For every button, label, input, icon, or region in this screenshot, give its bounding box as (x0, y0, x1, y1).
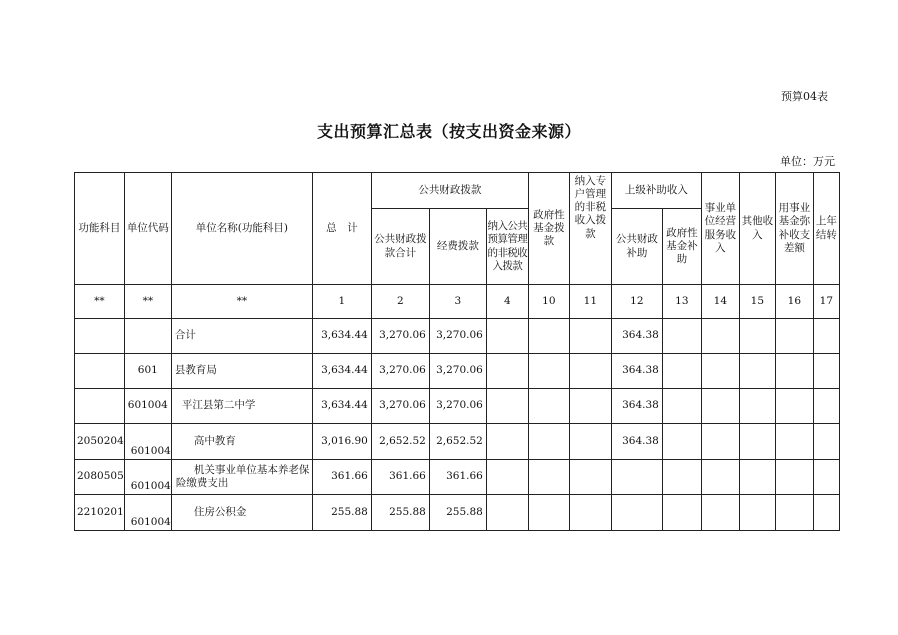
header-public-fiscal-total: 公共财政拨款合计 (371, 209, 429, 285)
index-cell: 1 (312, 285, 371, 319)
func-subject-cell (75, 354, 125, 389)
index-cell: ** (171, 285, 312, 319)
funding-cell: 3,270.06 (429, 319, 486, 354)
index-cell: 16 (775, 285, 813, 319)
empty-cell (528, 460, 569, 495)
func-subject-cell: 2050204 (75, 424, 125, 460)
empty-cell (775, 424, 813, 460)
public-fiscal-total-cell: 2,652.52 (371, 424, 429, 460)
header-public-fiscal: 公共财政拨款 (371, 173, 528, 209)
public-fiscal-total-cell: 255.88 (371, 495, 429, 531)
empty-cell (701, 319, 739, 354)
empty-cell (569, 424, 611, 460)
empty-cell (813, 424, 839, 460)
index-cell: 4 (486, 285, 528, 319)
empty-cell (528, 319, 569, 354)
header-special-nontax: 纳入专户管理的非税收入拨款 (569, 173, 611, 285)
total-cell: 3,634.44 (312, 319, 371, 354)
header-unit-name: 单位名称(功能科目) (171, 173, 312, 285)
empty-cell (486, 424, 528, 460)
empty-cell (569, 389, 611, 424)
empty-cell (775, 460, 813, 495)
empty-cell (739, 354, 775, 389)
empty-cell (739, 495, 775, 531)
form-number: 预算04表 (781, 90, 828, 103)
total-cell: 361.66 (312, 460, 371, 495)
empty-cell (739, 389, 775, 424)
empty-cell (528, 424, 569, 460)
funding-cell: 255.88 (429, 495, 486, 531)
unit-code-cell: 601004 (124, 460, 171, 495)
empty-cell (813, 389, 839, 424)
unit-label: 单位：万元 (780, 155, 835, 168)
public-fiscal-total-cell: 3,270.06 (371, 319, 429, 354)
empty-cell (813, 354, 839, 389)
header-reserve-cover: 用事业基金弥补收支差额 (775, 173, 813, 285)
funding-cell: 3,270.06 (429, 389, 486, 424)
empty-cell (701, 354, 739, 389)
empty-cell (775, 319, 813, 354)
index-cell: 15 (739, 285, 775, 319)
public-fiscal-total-cell: 3,270.06 (371, 354, 429, 389)
header-funding: 经费拨款 (429, 209, 486, 285)
funding-cell: 361.66 (429, 460, 486, 495)
header-unit-code: 单位代码 (124, 173, 171, 285)
empty-cell (662, 460, 701, 495)
page-title: 支出预算汇总表（按支出资金来源） (316, 122, 581, 141)
header-func-subject: 功能科目 (75, 173, 125, 285)
empty-cell (486, 319, 528, 354)
empty-cell (701, 424, 739, 460)
table-row (75, 460, 840, 495)
empty-cell (528, 495, 569, 531)
index-cell: 13 (662, 285, 701, 319)
empty-cell (739, 319, 775, 354)
header-gov-fund: 政府性基金拨款 (528, 173, 569, 285)
header-total: 总 计 (312, 173, 371, 285)
index-cell: 3 (429, 285, 486, 319)
empty-cell (486, 354, 528, 389)
index-cell: 17 (813, 285, 839, 319)
func-subject-cell (75, 389, 125, 424)
budget-table (74, 172, 840, 531)
unit-code-cell: 601004 (124, 389, 171, 424)
public-fiscal-subsidy-cell (611, 460, 662, 495)
empty-cell (813, 319, 839, 354)
unit-name-cell: 合计 (171, 319, 312, 354)
empty-cell (813, 460, 839, 495)
funding-cell: 3,270.06 (429, 354, 486, 389)
empty-cell (739, 424, 775, 460)
total-cell: 3,634.44 (312, 389, 371, 424)
func-subject-cell (75, 319, 125, 354)
func-subject-cell: 2080505 (75, 460, 125, 495)
total-cell: 3,634.44 (312, 354, 371, 389)
empty-cell (813, 495, 839, 531)
public-fiscal-subsidy-cell (611, 495, 662, 531)
empty-cell (528, 389, 569, 424)
total-cell: 255.88 (312, 495, 371, 531)
index-cell: 11 (569, 285, 611, 319)
public-fiscal-subsidy-cell: 364.38 (611, 354, 662, 389)
unit-code-cell: 601 (124, 354, 171, 389)
table-row (75, 354, 840, 389)
empty-cell (701, 460, 739, 495)
empty-cell (662, 319, 701, 354)
empty-cell (528, 354, 569, 389)
unit-code-cell (124, 319, 171, 354)
funding-cell: 2,652.52 (429, 424, 486, 460)
empty-cell (569, 354, 611, 389)
header-business-income: 事业单位经营服务收入 (701, 173, 739, 285)
empty-cell (701, 389, 739, 424)
header-carry-over: 上年结转 (813, 173, 839, 285)
header-superior-subsidy: 上级补助收入 (611, 173, 701, 209)
index-cell: ** (75, 285, 125, 319)
index-cell: 12 (611, 285, 662, 319)
table-row (75, 424, 840, 460)
empty-cell (569, 460, 611, 495)
index-cell: ** (124, 285, 171, 319)
empty-cell (662, 495, 701, 531)
empty-cell (775, 495, 813, 531)
table-row (75, 495, 840, 531)
public-fiscal-subsidy-cell: 364.38 (611, 319, 662, 354)
public-fiscal-subsidy-cell: 364.38 (611, 424, 662, 460)
empty-cell (569, 495, 611, 531)
unit-name-cell: 机关事业单位基本养老保险缴费支出 (171, 460, 312, 495)
total-cell: 3,016.90 (312, 424, 371, 460)
table-row (75, 319, 840, 354)
public-fiscal-total-cell: 3,270.06 (371, 389, 429, 424)
header-nontax-budget: 纳入公共预算管理的非税收入拨款 (486, 209, 528, 285)
public-fiscal-total-cell: 361.66 (371, 460, 429, 495)
empty-cell (739, 460, 775, 495)
empty-cell (775, 389, 813, 424)
public-fiscal-subsidy-cell: 364.38 (611, 389, 662, 424)
empty-cell (775, 354, 813, 389)
index-cell: 10 (528, 285, 569, 319)
empty-cell (662, 424, 701, 460)
unit-name-cell: 高中教育 (171, 424, 312, 460)
header-public-fiscal-subsidy: 公共财政补助 (611, 209, 662, 285)
table-row (75, 389, 840, 424)
unit-code-cell: 601004 (124, 495, 171, 531)
unit-code-cell: 601004 (124, 424, 171, 460)
index-cell: 2 (371, 285, 429, 319)
unit-name-cell: 平江县第二中学 (171, 389, 312, 424)
header-gov-fund-subsidy: 政府性基金补助 (662, 209, 701, 285)
empty-cell (569, 319, 611, 354)
func-subject-cell: 2210201 (75, 495, 125, 531)
empty-cell (486, 389, 528, 424)
empty-cell (486, 495, 528, 531)
unit-name-cell: 住房公积金 (171, 495, 312, 531)
empty-cell (662, 354, 701, 389)
index-cell: 14 (701, 285, 739, 319)
header-other-income: 其他收入 (739, 173, 775, 285)
empty-cell (486, 460, 528, 495)
empty-cell (701, 495, 739, 531)
empty-cell (662, 389, 701, 424)
unit-name-cell: 县教育局 (171, 354, 312, 389)
